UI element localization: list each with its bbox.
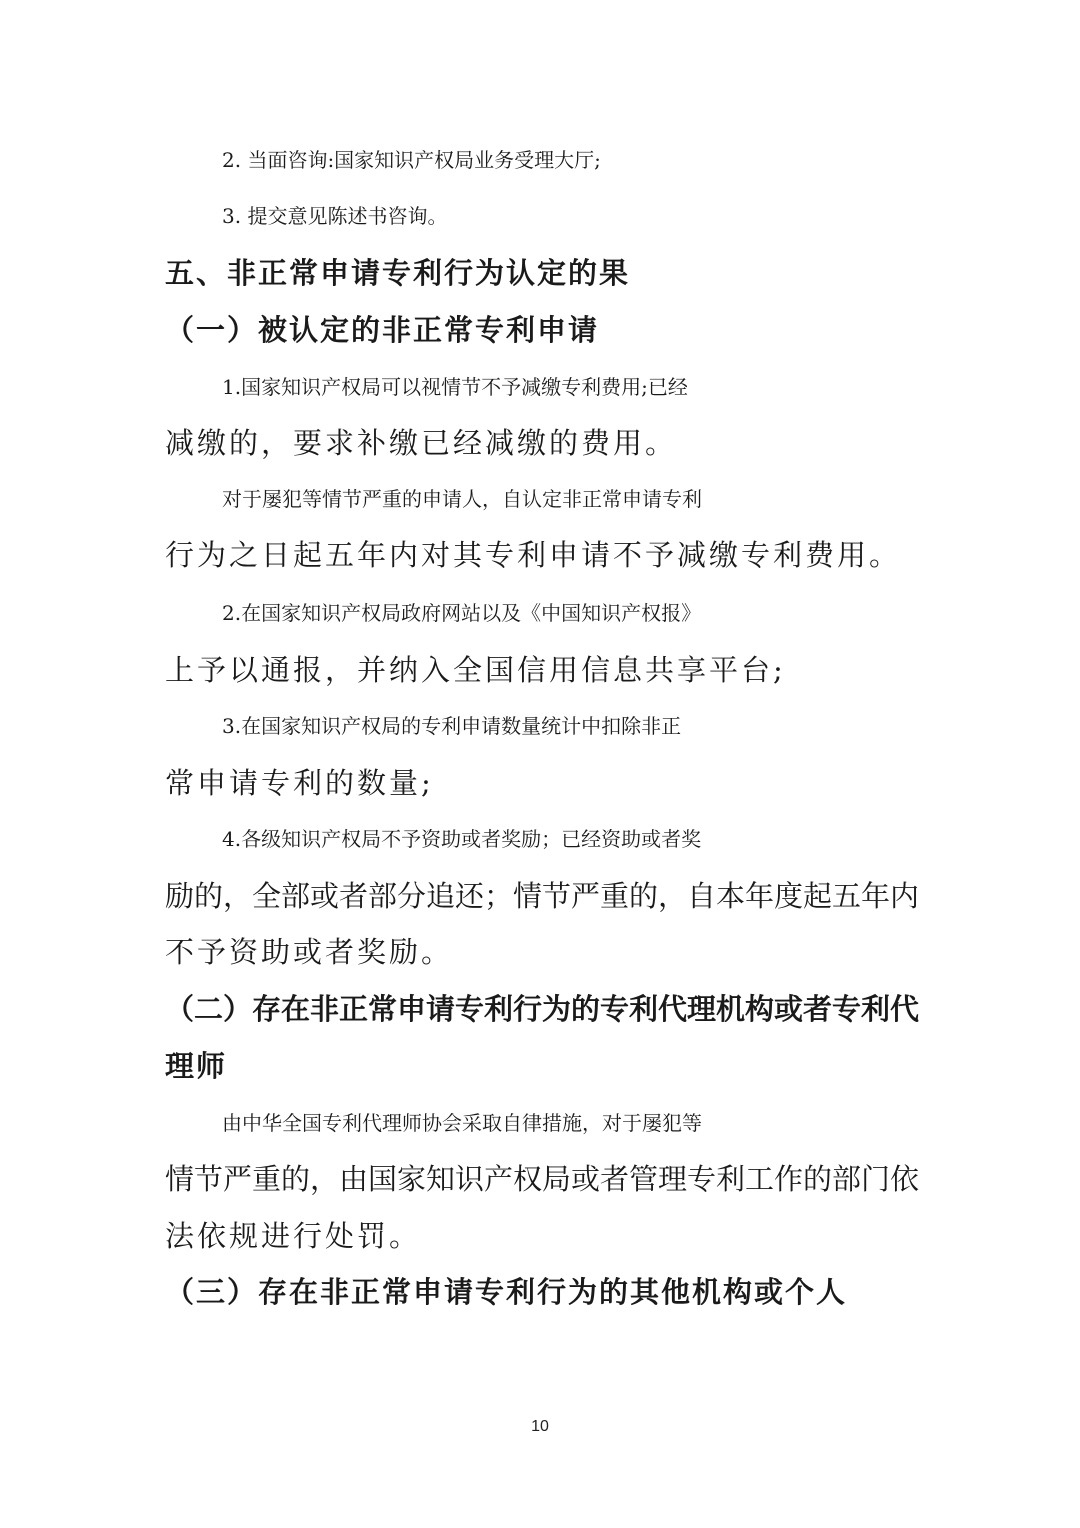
paragraph-line: 情节严重的，由国家知识产权局或者管理专利工作的部门依 — [165, 1162, 920, 1196]
paragraph-line: 不予资助或者奖励。 — [165, 935, 454, 969]
paragraph-line: 上予以通报，并纳入全国信用信息共享平台; — [165, 653, 786, 687]
paragraph-line: 4.各级知识产权局不予资助或者奖励；已经资助或者奖 — [222, 827, 702, 851]
paragraph-line: 由中华全国专利代理师协会采取自律措施，对于屡犯等 — [222, 1111, 702, 1135]
paragraph-line: 励的，全部或者部分追还；情节严重的，自本年度起五年内 — [165, 879, 920, 913]
subsection-heading-3: （三）存在非正常申请专利行为的其他机构或个人 — [165, 1275, 848, 1309]
subsection-heading-1: （一）被认定的非正常专利申请 — [165, 313, 600, 347]
paragraph-line: 常申请专利的数量; — [165, 766, 434, 800]
paragraph-line: 减缴的，要求补缴已经减缴的费用。 — [165, 426, 678, 460]
consult-item-2: 2. 当面咨询:国家知识产权局业务受理大厅; — [222, 148, 601, 172]
paragraph-line: 3.在国家知识产权局的专利申请数量统计中扣除非正 — [222, 714, 682, 738]
page-number: 10 — [531, 1418, 549, 1435]
section-heading-5: 五、非正常申请专利行为认定的果 — [165, 256, 631, 290]
consult-item-3: 3. 提交意见陈述书咨询。 — [222, 204, 448, 228]
subsection-heading-2: （二）存在非正常申请专利行为的专利代理机构或者专利代 — [165, 992, 920, 1026]
subsection-heading-2-cont: 理师 — [165, 1049, 228, 1083]
paragraph-line: 2.在国家知识产权局政府网站以及《中国知识产权报》 — [222, 601, 702, 625]
paragraph-line: 行为之日起五年内对其专利申请不予减缴专利费用。 — [165, 538, 902, 572]
paragraph-line: 对于屡犯等情节严重的申请人，自认定非正常申请专利 — [222, 487, 702, 511]
paragraph-line: 法依规进行处罚。 — [165, 1219, 422, 1253]
paragraph-line: 1.国家知识产权局可以视情节不予减缴专利费用;已经 — [222, 375, 688, 399]
